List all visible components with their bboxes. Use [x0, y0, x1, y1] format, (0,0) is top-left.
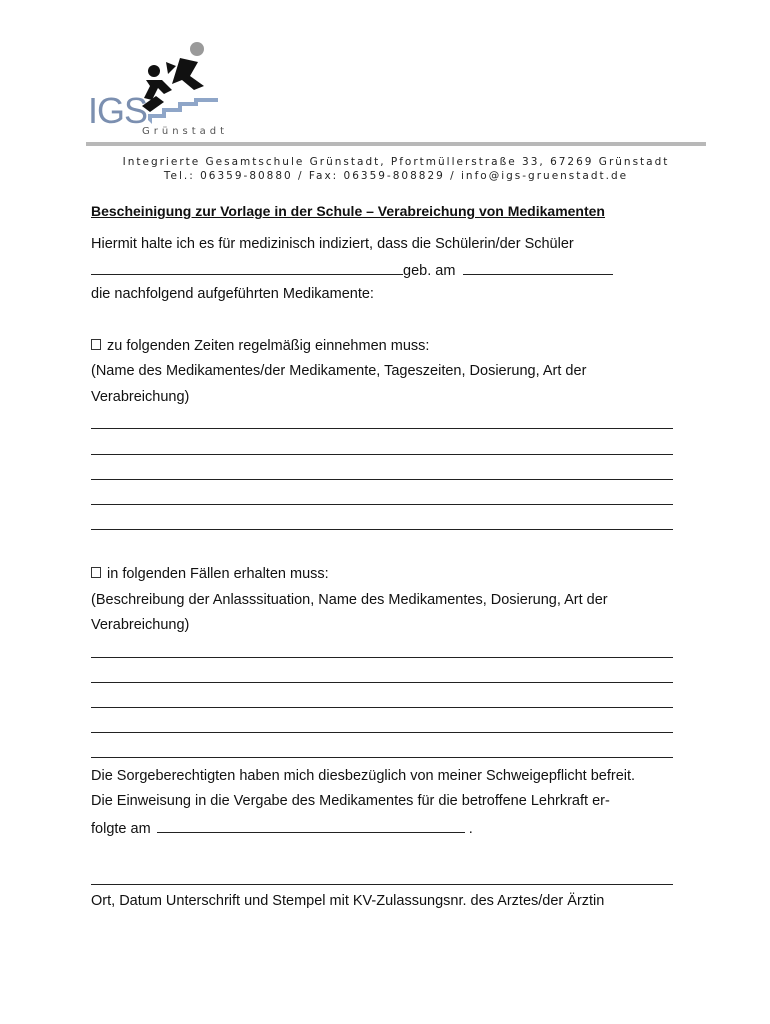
option-cases-hint: (Beschreibung der Anlasssituation, Name des Medikamentes, Dosierung, Art der: [91, 592, 608, 608]
cases-input-line[interactable]: [91, 707, 673, 708]
student-line: [91, 260, 613, 279]
intro-end-text: die nachfolgend aufgeführten Medikamente:: [91, 286, 374, 302]
cases-input-line[interactable]: [91, 732, 673, 733]
regular-input-line[interactable]: [91, 428, 673, 429]
cases-checkbox[interactable]: [91, 567, 101, 578]
header-divider: [86, 142, 706, 146]
instruction-text: Die Einweisung in die Vergabe des Medikamentes für die betroffene Lehrkraft er-: [91, 793, 610, 809]
cases-input-line[interactable]: [91, 682, 673, 683]
cases-input-line[interactable]: [91, 657, 673, 658]
regular-input-line[interactable]: [91, 529, 673, 530]
option-cases-hint-cont: Verabreichung): [91, 617, 190, 633]
school-contact: Tel.: 06359-80880 / Fax: 06359-808829 / info@igs-gruenstadt.de: [163, 170, 629, 182]
option-regular: [91, 338, 429, 354]
signature-label: Ort, Datum Unterschrift und Stempel mit KV-Zulassungsnr. des Arztes/der Ärztin: [91, 893, 605, 909]
regular-input-line[interactable]: [91, 454, 673, 455]
instruction-date-label: folgte am: [91, 821, 151, 837]
regular-input-line[interactable]: [91, 504, 673, 505]
instruction-date-field[interactable]: [157, 818, 465, 833]
option-regular-hint: (Name des Medikamentes/der Medikamente, Tageszeiten, Dosierung, Art der: [91, 363, 587, 379]
cases-input-line[interactable]: [91, 757, 673, 758]
consent-text: Die Sorgeberechtigten haben mich diesbezüglich von meiner Schweigepflicht befreit.: [91, 768, 636, 784]
regular-input-line[interactable]: [91, 479, 673, 480]
school-logo: [86, 40, 236, 140]
logo-text: IGS: [88, 90, 148, 131]
birth-date-field[interactable]: [463, 260, 613, 275]
option-cases-label: in folgenden Fällen erhalten muss:: [107, 566, 329, 582]
option-regular-label: zu folgenden Zeiten regelmäßig einnehmen muss:: [107, 338, 430, 354]
instruction-period: .: [468, 821, 473, 837]
logo-subtext: Grünstadt: [142, 126, 229, 137]
regular-checkbox[interactable]: [91, 339, 101, 350]
option-cases: [91, 566, 329, 582]
option-regular-hint-cont: Verabreichung): [91, 389, 190, 405]
birth-label: geb. am: [403, 263, 456, 279]
instruction-date-line: [91, 818, 473, 837]
document-title: Bescheinigung zur Vorlage in der Schule – Verabreichung von Medikamenten: [91, 203, 605, 219]
signature-line[interactable]: [91, 884, 673, 885]
student-name-field[interactable]: [91, 260, 403, 275]
intro-text: Hiermit halte ich es für medizinisch indiziert, dass die Schülerin/der Schüler: [91, 236, 574, 252]
school-address: Integrierte Gesamtschule Grünstadt, Pfortmüllerstraße 33, 67269 Grünstadt: [122, 156, 670, 168]
